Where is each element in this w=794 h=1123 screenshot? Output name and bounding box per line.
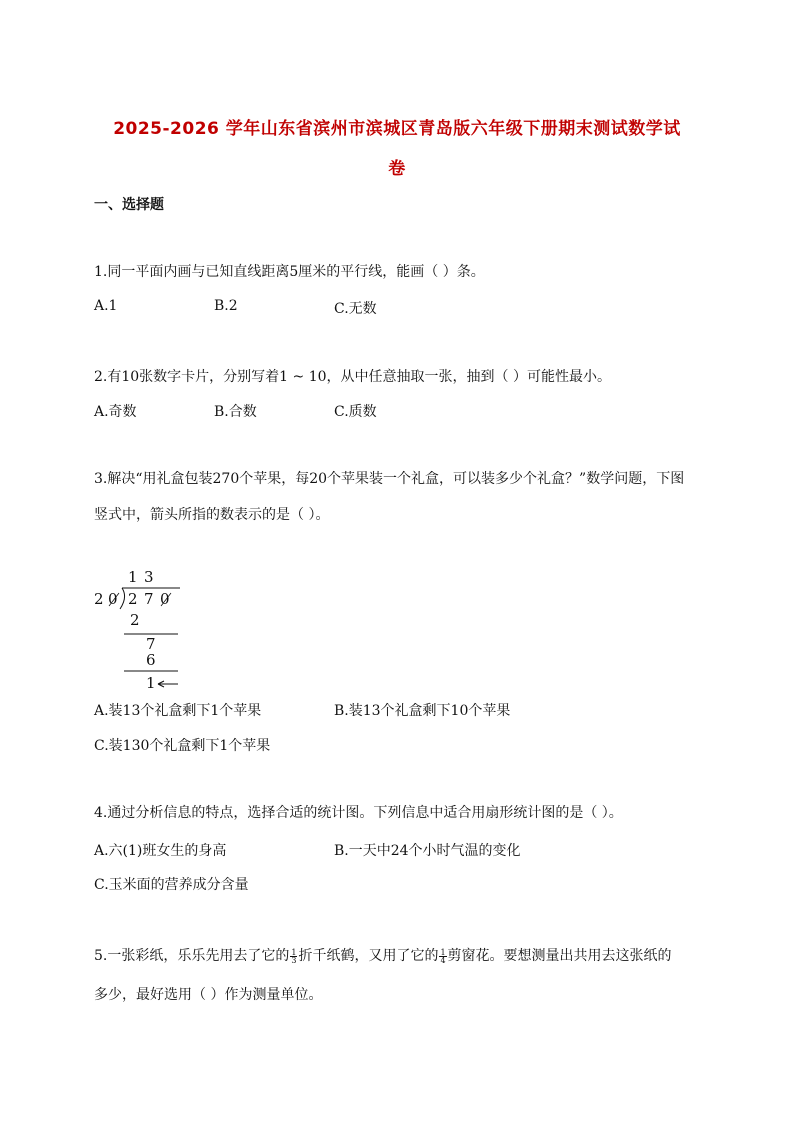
division-step-3: 6: [146, 651, 156, 669]
division-bracket: [120, 588, 125, 609]
quotient-digit-1: 1: [128, 568, 138, 586]
question-3-option-b[interactable]: B.装13个礼盒剩下10个苹果: [334, 703, 511, 719]
fraction-1-numerator: 1: [291, 947, 297, 957]
fraction-one-third: [290, 949, 297, 964]
dividend-digit-3: 0: [160, 590, 170, 608]
fraction-1-denominator: 3: [291, 955, 297, 965]
question-3-text-line1: 3.解决“用礼盒包装270个苹果，每20个苹果装一个礼盒，可以装多少个礼盒？”数学问题，下图: [94, 471, 685, 487]
question-3-option-a[interactable]: A.装13个礼盒剩下1个苹果: [94, 703, 262, 719]
divisor-digit: 2: [94, 590, 104, 608]
question-5-text-a: 5.一张彩纸，乐乐先用去了它的: [94, 948, 290, 964]
quotient-digit-2: 3: [144, 568, 154, 586]
question-5-text-b: 折千纸鹤，又用了它的: [298, 948, 439, 964]
question-1-option-c[interactable]: C.无数: [334, 301, 377, 317]
question-5-text-c: 剪窗花。要想测量出共用去这张纸的: [447, 948, 672, 964]
section-title: 一、选择题: [94, 197, 164, 213]
division-step-1: 2: [130, 611, 140, 629]
division-remainder: 1: [146, 674, 156, 692]
question-4-option-a[interactable]: A.六(1)班女生的身高: [94, 843, 227, 859]
question-5-text-line1: [94, 946, 672, 966]
question-4-text: 4.通过分析信息的特点，选择合适的统计图。下列信息中适合用扇形统计图的是（ ）。: [94, 805, 623, 821]
question-3-option-c[interactable]: C.装130个礼盒剩下1个苹果: [94, 738, 271, 754]
question-3-text-line2: 竖式中，箭头所指的数表示的是（ ）。: [94, 507, 330, 523]
divisor-zero-crossed: 0: [108, 590, 118, 608]
question-1-text: 1.同一平面内画与已知直线距离5厘米的平行线，能画（ ）条。: [94, 264, 485, 280]
dividend-digit-1: 2: [128, 590, 138, 608]
exam-title-line2: 卷: [388, 159, 406, 179]
question-1-option-b[interactable]: B.2: [214, 298, 238, 314]
question-2-option-b[interactable]: B.合数: [214, 404, 257, 420]
question-2-option-c[interactable]: C.质数: [334, 404, 377, 420]
fraction-one-quarter: [439, 949, 446, 964]
question-4-option-b[interactable]: B.一天中24个小时气温的变化: [334, 843, 521, 859]
long-division-figure: [90, 565, 210, 695]
question-2-text: 2.有10张数字卡片，分别写着1 ~ 10，从中任意抽取一张，抽到（ ）可能性最小。: [94, 369, 611, 385]
question-4-option-c[interactable]: C.玉米面的营养成分含量: [94, 877, 249, 893]
question-5-text-line2: 多少，最好选用（ ）作为测量单位。: [94, 987, 323, 1003]
fraction-2-numerator: 1: [440, 947, 446, 957]
dividend-digit-2: 7: [144, 590, 154, 608]
exam-title-line1: 2025-2026 学年山东省滨州市滨城区青岛版六年级下册期末测试数学试: [113, 119, 681, 139]
division-step-2: 7: [146, 635, 156, 653]
question-1-option-a[interactable]: A.1: [94, 298, 118, 314]
question-2-option-a[interactable]: A.奇数: [94, 404, 137, 420]
fraction-2-denominator: 4: [440, 955, 446, 965]
